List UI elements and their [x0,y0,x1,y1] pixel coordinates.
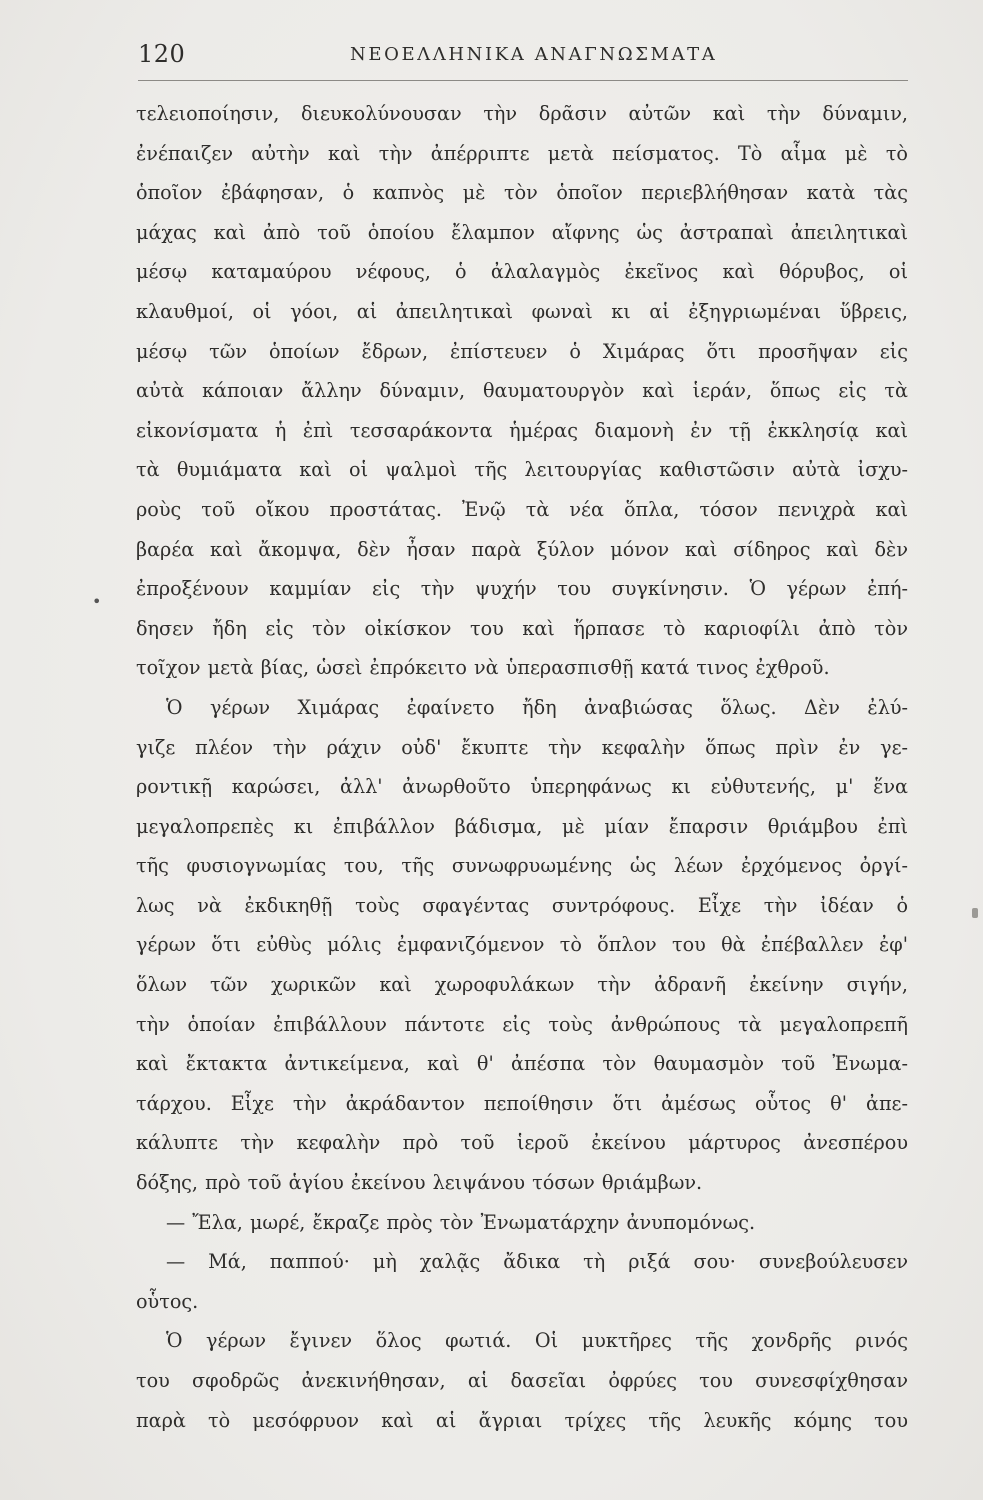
text-line: καὶ ἔκτακτα ἀντικείμενα, καὶ θ' ἀπέσπα τὸν θαυμασμὸν τοῦ Ἐνωμα- [136,1052,908,1076]
page-number: 120 [138,40,186,68]
text-line: γιζε πλέον τὴν ράχιν οὐδ' ἔκυπτε τὴν κεφαλὴν ὅπως πρὶν ἐν γε- [136,735,908,759]
text-line: ἐνέπαιζεν αὐτὴν καὶ τὴν ἀπέρριπτε μετὰ πείσματος. Τὸ αἷμα μὲ τὸ [136,141,908,165]
text-line: μέσῳ καταμαύρου νέφους, ὁ ἀλαλαγμὸς ἐκεῖνος καὶ θόρυβος, οἱ [136,260,908,284]
text-line: δησεν ἤδη εἰς τὸν οἰκίσκον του καὶ ἥρπασε τὸ καριοφίλι ἀπὸ τὸν [136,616,908,640]
text-line: ροντικῇ καρώσει, ἀλλ' ἀνωρθοῦτο ὑπερηφάνως κι εὐθυτενής, μ' ἕνα [136,775,908,799]
text-line: του σφοδρῶς ἀνεκινήθησαν, αἱ δασεῖαι ὀφρύες του συνεσφίχθησαν [136,1369,908,1392]
text-line: παρὰ τὸ μεσόφρυον καὶ αἱ ἄγριαι τρίχες τῆς λευκῆς κόμης του [136,1408,908,1432]
text-line: κάλυπτε τὴν κεφαλὴν πρὸ τοῦ ἱεροῦ ἐκείνου μάρτυρος ἀνεσπέρου [136,1131,908,1155]
text-line: ὅλων τῶν χωρικῶν καὶ χωροφυλάκων τὴν ἀδρανῆ ἐκείνην σιγήν, [136,973,908,997]
text-line: τελειοποίησιν, διευκολύνουσαν τὴν δρᾶσιν αὐτῶν καὶ τὴν δύναμιν, [136,102,908,125]
header-rule [138,80,908,81]
body-text [136,94,908,1440]
text-line: τῆς φυσιογνωμίας του, τῆς συνωφρυωμένης ὡς λέων ἐρχόμενος ὀργί- [136,854,908,878]
text-line: — Ἔλα, μωρέ, ἔκραζε πρὸς τὸν Ἐνωματάρχην ἀνυπομόνως. [166,1210,756,1234]
text-line: ροὺς τοῦ οἴκου προστάτας. Ἐνῷ τὰ νέα ὅπλα, τόσον πενιχρὰ καὶ [136,497,908,521]
text-line: τὰ θυμιάματα καὶ οἱ ψαλμοὶ τῆς λειτουργίας καθιστῶσιν αὐτὰ ἰσχυ- [136,458,908,482]
text-line: μέσῳ τῶν ὁποίων ἔδρων, ἐπίστευεν ὁ Χιμάρας ὅτι προσῆψαν εἰς [136,339,908,363]
text-line: τὴν ὁποίαν ἐπιβάλλουν πάντοτε εἰς τοὺς ἀνθρώπους τὰ μεγαλοπρεπῆ [136,1012,908,1036]
text-line: λως νὰ ἐκδικηθῇ τοὺς σφαγέντας συντρόφους. Εἶχε τὴν ἰδέαν ὁ [136,893,908,917]
text-line: μεγαλοπρεπὲς κι ἐπιβάλλον βάδισμα, μὲ μίαν ἔπαρσιν θριάμβου ἐπὶ [136,814,908,838]
text-line: — Μά, παππού· μὴ χαλᾷς ἄδικα τὴ ριξά σου· συνεβούλευσεν [166,1250,908,1274]
text-line: τοῖχον μετὰ βίας, ὡσεὶ ἐπρόκειτο νὰ ὑπερασπισθῇ κατά τινος ἐχθροῦ. [136,656,830,680]
text-line: γέρων ὅτι εὐθὺς μόλις ἐμφανιζόμενον τὸ ὅπλον του θὰ ἐπέβαλλεν ἐφ' [136,933,908,957]
text-line: τάρχου. Εἶχε τὴν ἀκράδαντον πεποίθησιν ὅτι ἀμέσως οὗτος θ' ἀπε- [136,1091,908,1115]
text-line: μάχας καὶ ἀπὸ τοῦ ὁποίου ἔλαμπον αἴφνης ὡς ἀστραπαὶ ἀπειλητικαὶ [136,220,908,244]
text-line: Ὁ γέρων ἔγινεν ὅλος φωτιά. Οἱ μυκτῆρες τῆς χονδρῆς ρινός [166,1329,908,1353]
text-line: ἐπροξένουν καμμίαν εἰς τὴν ψυχήν του συγκίνησιν. Ὁ γέρων ἐπή- [136,577,908,601]
text-line: κλαυθμοί, οἱ γόοι, αἱ ἀπειλητικαὶ φωναὶ κι αἱ ἐξηγριωμέναι ὕβρεις, [136,299,908,323]
paper-speck [972,908,978,918]
margin-mark: • [92,592,102,611]
running-head: ΝΕΟΕΛΛΗΝΙΚΑ ΑΝΑΓΝΩΣΜΑΤΑ [350,44,718,65]
text-line: Ὁ γέρων Χιμάρας ἐφαίνετο ἤδη ἀναβιώσας ὅλως. Δὲν ἐλύ- [166,695,908,719]
text-line: αὐτὰ κάποιαν ἄλλην δύναμιν, θαυματουργὸν καὶ ἱεράν, ὅπως εἰς τὰ [136,379,908,403]
text-line: βαρέα καὶ ἄκομψα, δὲν ἦσαν παρὰ ξύλον μόνον καὶ σίδηρος καὶ δὲν [136,537,908,561]
text-line: ὁποῖον ἐβάφησαν, ὁ καπνὸς μὲ τὸν ὁποῖον περιεβλήθησαν κατὰ τὰς [136,181,908,205]
text-line: εἰκονίσματα ἡ ἐπὶ τεσσαράκοντα ἡμέρας διαμονὴ ἐν τῇ ἐκκλησίᾳ καὶ [136,418,908,442]
text-line: οὗτος. [136,1289,199,1313]
text-line: δόξης, πρὸ τοῦ ἁγίου ἐκείνου λειψάνου τόσων θριάμβων. [136,1171,703,1195]
page-header [138,40,906,76]
